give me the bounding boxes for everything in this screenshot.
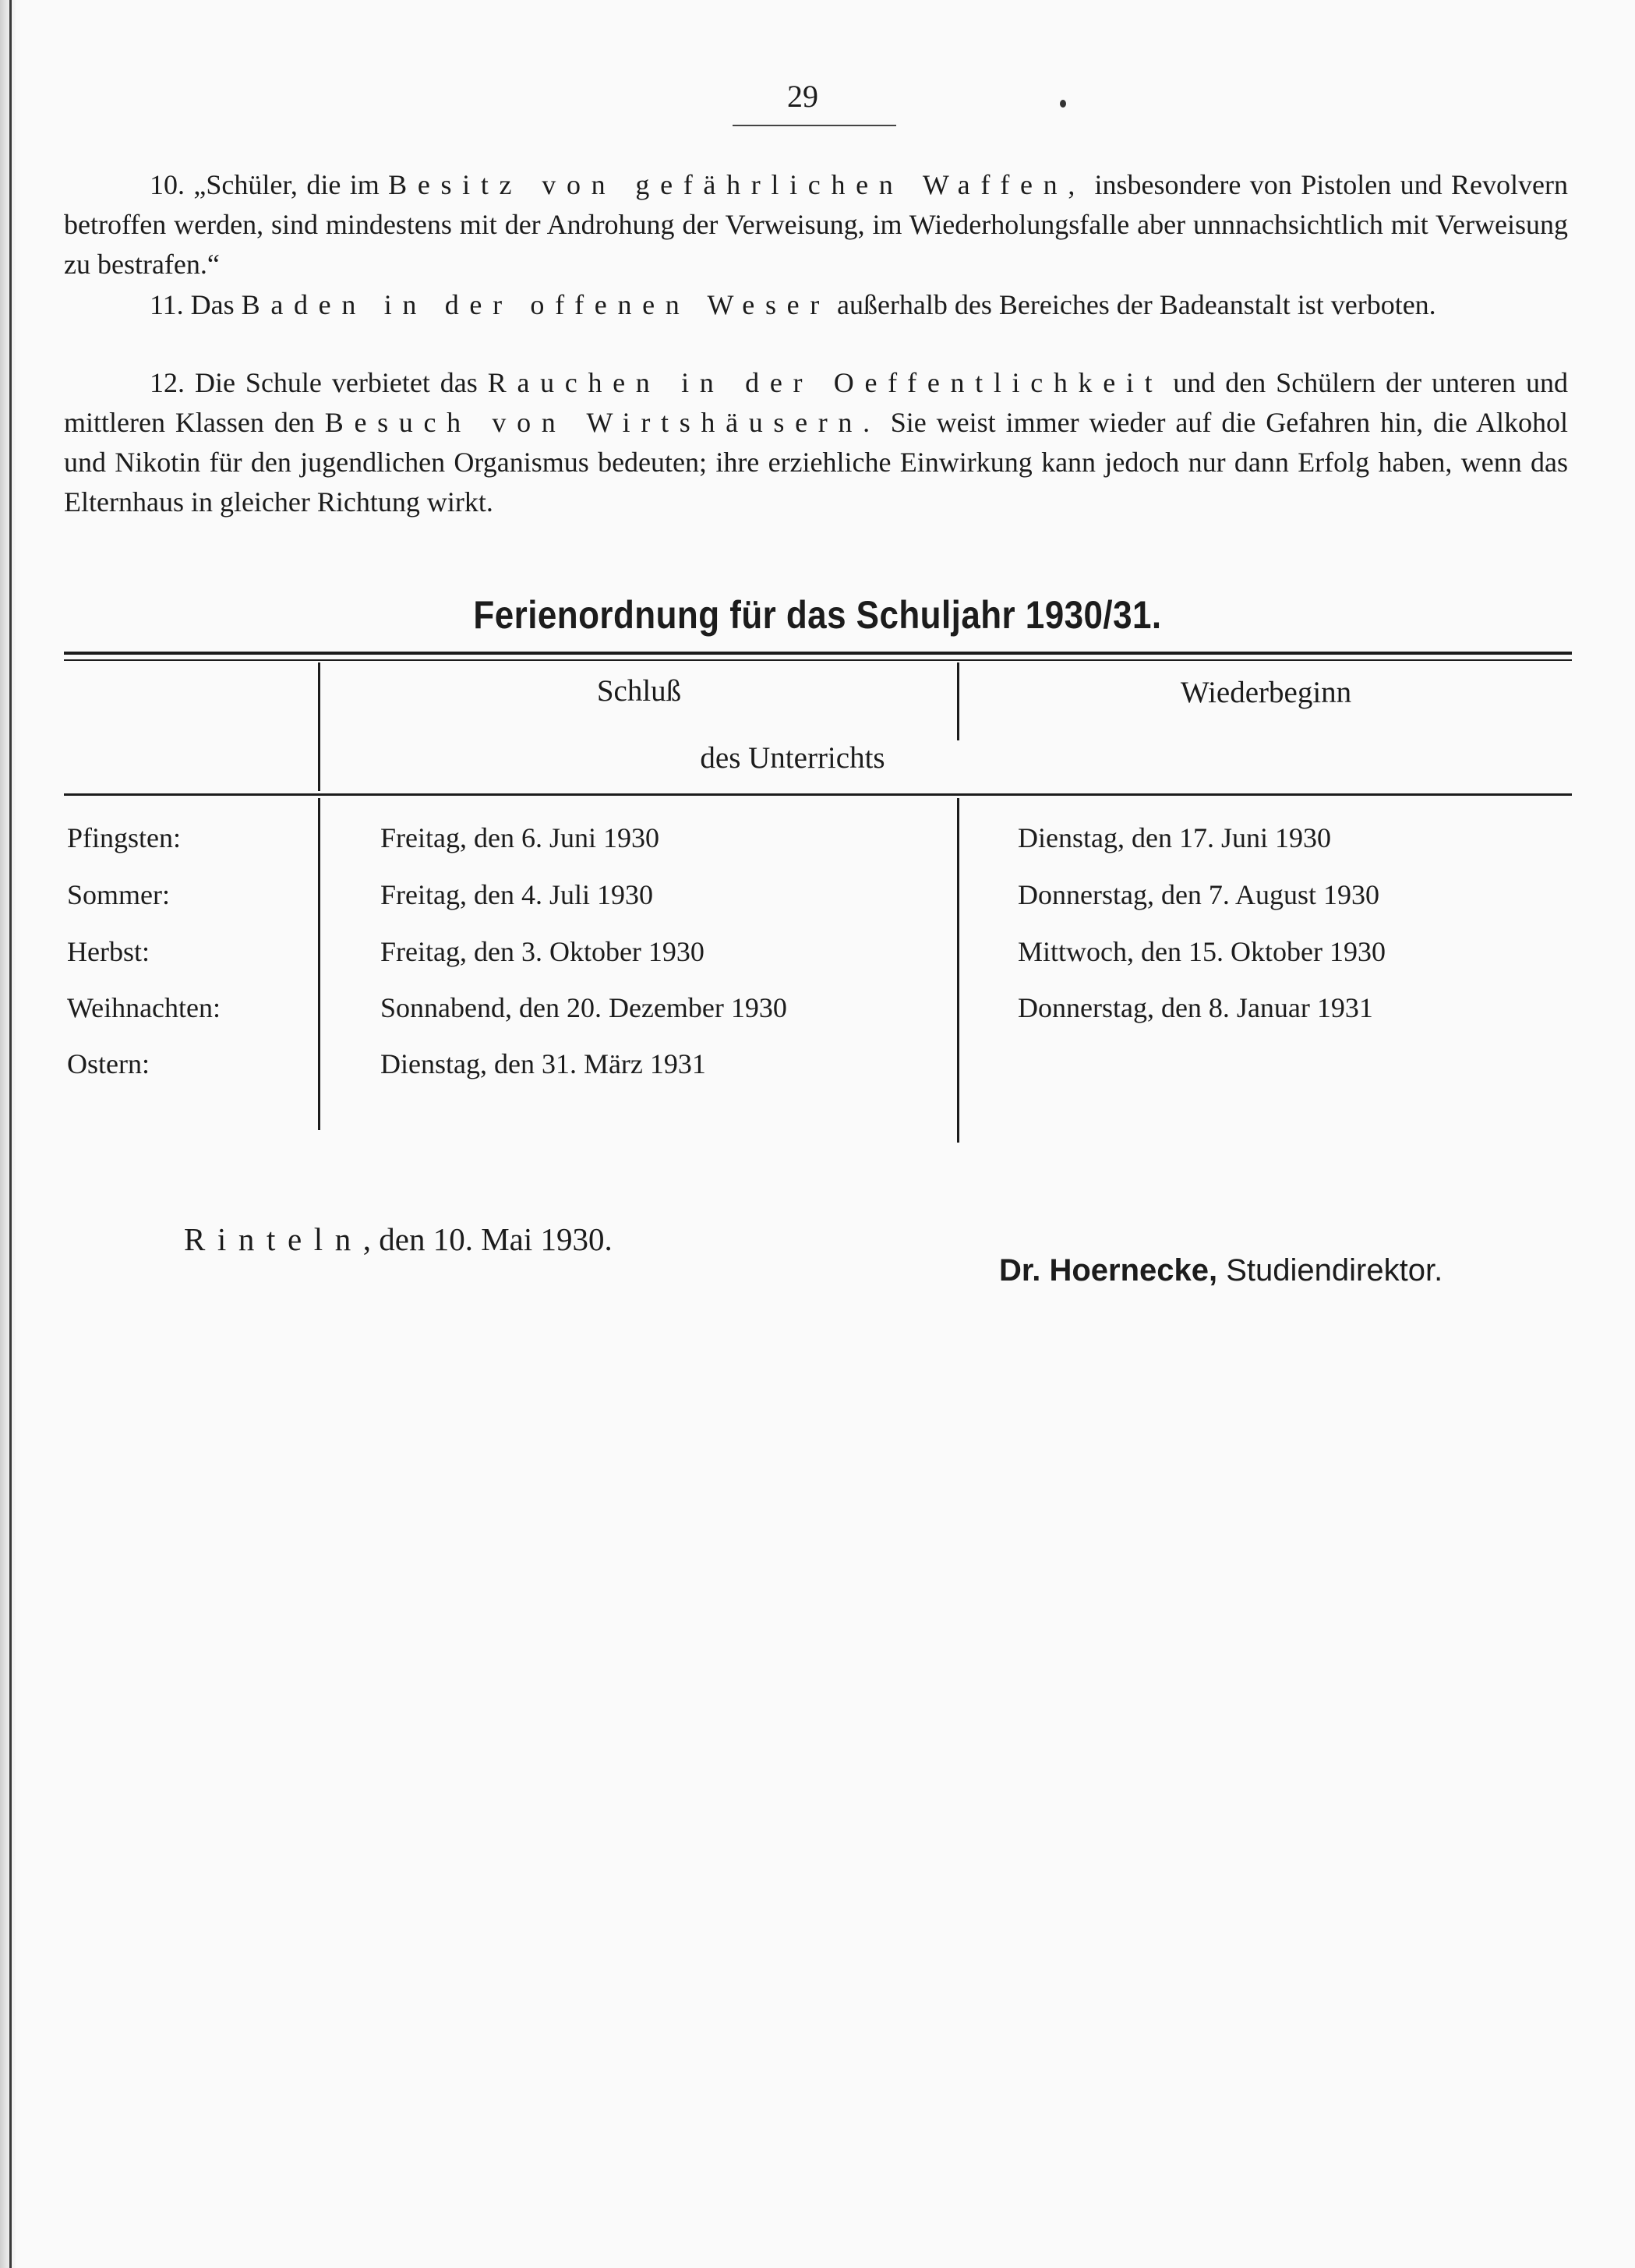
paragraph-11-rest: außerhalb des Bereiches der Badeanstalt ist verboten. <box>829 289 1436 320</box>
table-row-holiday: Herbst: <box>67 936 150 967</box>
paragraph-11 <box>64 285 1568 325</box>
table-row-holiday: Ostern: <box>67 1048 150 1079</box>
paragraph-10-rest: insbesondere von Pistolen und Revolvern betroffen werden, sind mindestens mit der Androhung der Verweisung, im Wiederholungsfalle aber unnnachsichtlich mit Verweisung zu bestrafen.“ <box>64 169 1569 280</box>
table-row-close-date: Freitag, den 6. Juni 1930 <box>380 822 659 853</box>
place-name: Rinteln <box>184 1221 363 1257</box>
table-header-rule <box>64 793 1572 796</box>
page-number-rule <box>733 125 896 126</box>
paragraph-12-spaced-2: Besuch von Wirtshäusern. <box>324 407 881 438</box>
table-column-divider-1-head <box>318 662 320 791</box>
paragraph-10-lead: 10. „Schüler, die im <box>150 169 389 200</box>
table-column-divider-2-head <box>957 662 959 740</box>
table-column-divider-2-body <box>957 798 959 1143</box>
holiday-table-title: Ferienordnung für das Schuljahr 1930/31. <box>473 593 1162 637</box>
table-top-rule-thin <box>64 659 1572 661</box>
paragraph-11-lead: 11. Das <box>150 289 242 320</box>
paragraph-11-spaced: Baden in der offenen Weser <box>241 289 830 320</box>
page-number: 29 <box>787 79 818 114</box>
paragraph-10 <box>64 165 1568 284</box>
ink-speck <box>1060 100 1066 108</box>
table-row-holiday: Sommer: <box>67 879 170 910</box>
page-binding-shadow <box>0 0 16 2268</box>
place-and-date <box>184 1221 613 1258</box>
table-top-rule-thick <box>64 652 1572 655</box>
signature-block <box>999 1252 1443 1288</box>
table-row-resume-date: Mittwoch, den 15. Oktober 1930 <box>1018 936 1386 967</box>
binding-edge-line <box>9 0 12 2268</box>
table-row-holiday: Weihnachten: <box>67 992 221 1023</box>
paragraph-12-lead: 12. Die Schule verbietet das <box>150 367 488 398</box>
signer-name: Dr. Hoernecke, <box>999 1253 1218 1288</box>
table-row-resume-date: Dienstag, den 17. Juni 1930 <box>1018 822 1331 853</box>
table-row-close-date: Freitag, den 3. Oktober 1930 <box>380 936 704 967</box>
table-row-close-date: Sonnabend, den 20. Dezember 1930 <box>380 992 787 1023</box>
table-row-close-date: Dienstag, den 31. März 1931 <box>380 1048 706 1079</box>
table-row-close-date: Freitag, den 4. Juli 1930 <box>380 879 653 910</box>
column-header-resume: Wiederbeginn <box>1180 676 1352 709</box>
paragraph-12 <box>64 363 1568 522</box>
paragraph-12-spaced-1: Rauchen in der Oeffentlichkeit <box>487 367 1164 398</box>
column-header-close: Schluß <box>596 674 682 708</box>
paragraph-12-mid: und den Schülern der unteren und mittleren Klassen den <box>64 367 1568 438</box>
signer-title: Studiendirektor. <box>1217 1253 1443 1288</box>
paragraph-10-spaced: Besitz von gefährlichen Waffen, <box>388 169 1086 200</box>
paragraph-12-rest: Sie weist immer wieder auf die Gefahren hin, die Alkohol und Nikotin für den jugendlichen Organismus bedeuten; ihre erziehliche Einwirkung kann jedoch nur dann Erfolg haben, wenn das Elternhaus in gleicher Richtung wirkt. <box>64 407 1568 518</box>
column-header-subtitle: des Unterrichts <box>700 741 885 775</box>
table-column-divider-1-body <box>318 798 320 1130</box>
table-row-resume-date: Donnerstag, den 7. August 1930 <box>1018 879 1379 910</box>
table-row-resume-date: Donnerstag, den 8. Januar 1931 <box>1018 992 1373 1023</box>
document-date: , den 10. Mai 1930. <box>362 1221 613 1257</box>
table-row-holiday: Pfingsten: <box>67 822 182 853</box>
